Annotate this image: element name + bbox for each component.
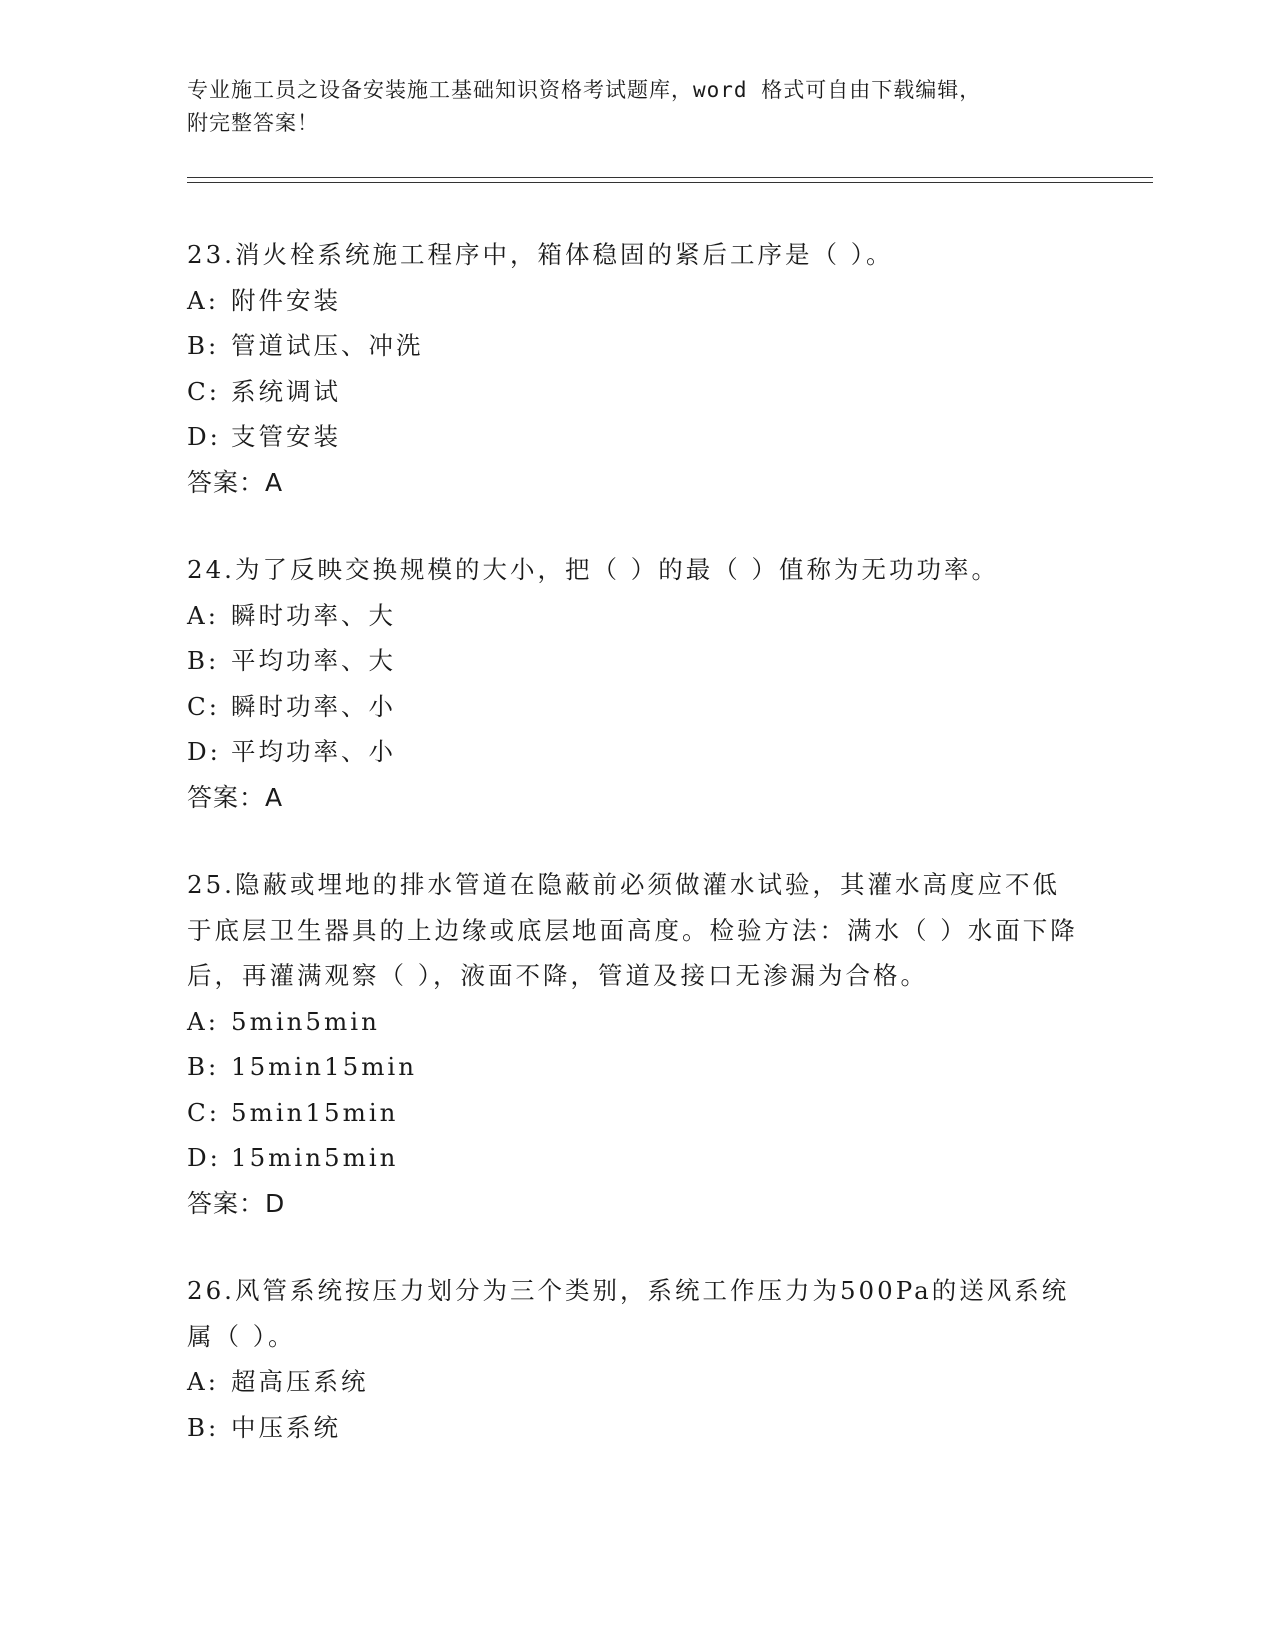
question-text: 25.隐蔽或埋地的排水管道在隐蔽前必须做灌水试验，其灌水高度应不低于底层卫生器具的上边缘或底层地面高度。检验方法：满水（ ）水面下降后，再灌满观察（ ），液面不降，管道及接口无渗漏为合格。 [187,870,1078,990]
question-25 [187,862,1087,1226]
option-letter: D: [187,737,221,766]
option-text: 瞬时功率、小 [231,691,396,721]
question-23 [187,232,1087,505]
option-text: 中压系统 [231,1412,341,1442]
option-c [187,1090,1087,1136]
option-c [187,369,1087,415]
option-letter: A: [187,1006,219,1036]
option-b [187,323,1087,369]
answer-line: 答案：A [187,467,284,497]
option-letter: C: [187,376,221,406]
option-letter: B: [187,1052,220,1081]
option-b [187,638,1087,684]
header-divider-top [187,177,1153,178]
option-d [187,729,1087,775]
option-b [187,1405,1087,1451]
option-text: 支管安装 [231,422,341,451]
option-letter: C: [187,1097,221,1127]
question-text: 26.风管系统按压力划分为三个类别，系统工作压力为500Pa的送风系统属（ ）。 [187,1276,1070,1351]
option-text: 系统调试 [231,376,341,406]
option-letter: D: [187,422,221,451]
option-letter: A: [187,1367,219,1396]
option-letter: A: [187,600,219,630]
option-letter: B: [187,331,220,360]
option-a [187,999,1087,1045]
option-letter: C: [187,691,221,721]
option-a [187,278,1087,324]
document-header [187,74,1067,140]
option-text: 瞬时功率、大 [231,600,396,630]
answer-line: 答案：D [187,1188,286,1218]
option-letter: A: [187,285,219,315]
question-24 [187,547,1087,820]
option-text: 15min5min [231,1143,399,1172]
option-text: 5min15min [231,1097,399,1127]
option-letter: B: [187,1412,220,1442]
option-letter: B: [187,646,220,675]
header-line-1: 专业施工员之设备安装施工基础知识资格考试题库，word 格式可自由下载编辑， [187,78,982,102]
option-text: 5min5min [231,1006,380,1036]
option-b [187,1044,1087,1090]
option-letter: D: [187,1143,221,1172]
option-c [187,684,1087,730]
option-text: 平均功率、小 [231,737,396,766]
answer-line: 答案：A [187,782,284,812]
option-text: 管道试压、冲洗 [231,331,424,360]
option-a [187,593,1087,639]
option-text: 平均功率、大 [231,646,396,675]
question-26 [187,1268,1087,1450]
option-a [187,1359,1087,1405]
question-text: 23.消火栓系统施工程序中，箱体稳固的紧后工序是（ ）。 [187,240,894,269]
header-divider-bottom [187,182,1153,183]
option-text: 15min15min [231,1052,418,1081]
header-line-2: 附完整答案！ [187,111,319,135]
question-text: 24.为了反映交换规模的大小，把（ ）的最（ ）值称为无功功率。 [187,555,1000,584]
option-d [187,414,1087,460]
option-d [187,1135,1087,1181]
option-text: 超高压系统 [231,1367,369,1396]
option-text: 附件安装 [231,285,341,315]
question-list [187,232,1087,1492]
